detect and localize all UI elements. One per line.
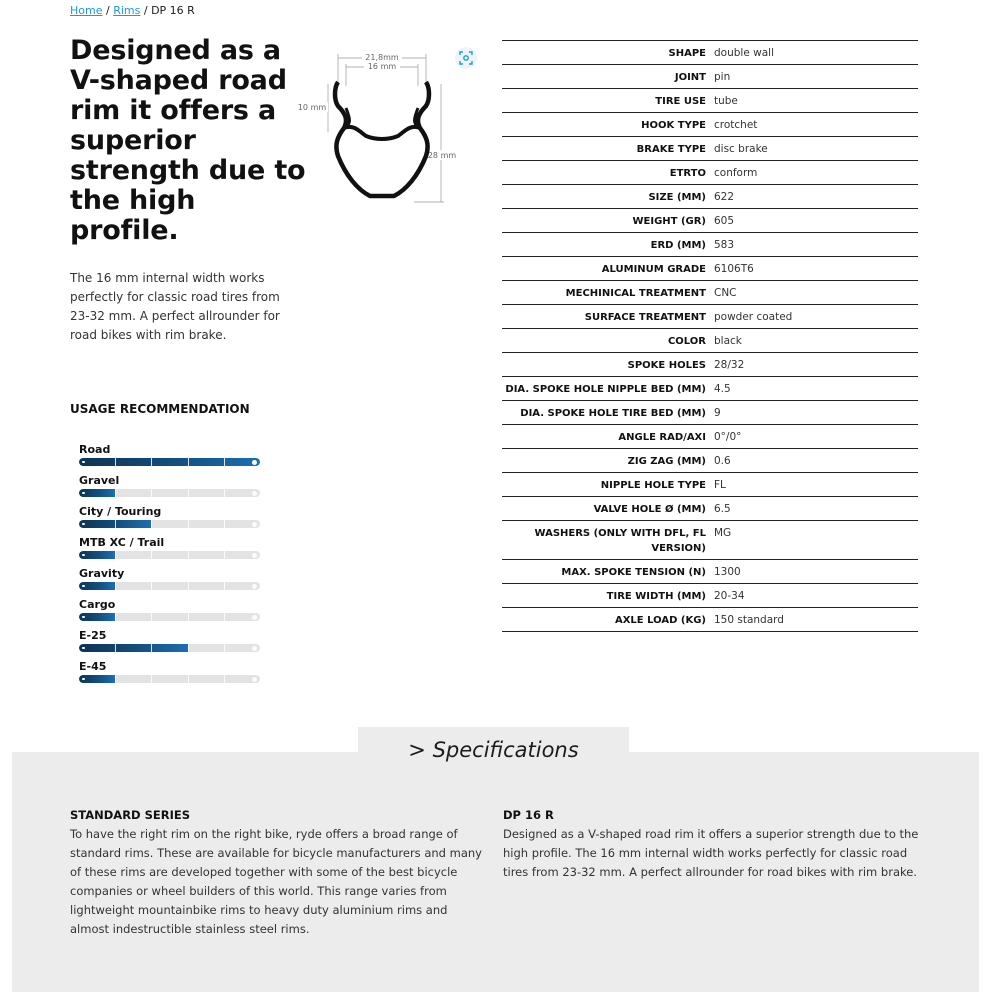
- usage-bar: [79, 675, 260, 683]
- usage-recommendation-heading: USAGE RECOMMENDATION: [70, 402, 250, 416]
- spec-row: [502, 353, 918, 377]
- hook-height-label: 10 mm: [297, 103, 327, 112]
- spec-row: [502, 113, 918, 137]
- specifications-panel: [12, 752, 979, 992]
- standard-series-section: [70, 808, 490, 939]
- spec-key: TIRE WIDTH (MM): [606, 591, 706, 602]
- spec-value: 583: [714, 239, 735, 251]
- spec-value: 6106T6: [714, 263, 754, 275]
- usage-label: E-45: [79, 660, 107, 673]
- spec-key: SIZE (MM): [648, 192, 706, 203]
- spec-key: DIA. SPOKE HOLE TIRE BED (MM): [520, 408, 706, 419]
- spec-key: AXLE LOAD (KG): [614, 615, 706, 626]
- spec-row: [502, 608, 918, 632]
- spec-key: NIPPLE HOLE TYPE: [600, 480, 706, 491]
- spec-value: 9: [714, 407, 721, 419]
- expand-icon[interactable]: [455, 47, 477, 69]
- usage-item: [79, 536, 261, 567]
- spec-value: MG: [714, 527, 732, 539]
- minus-icon: [82, 678, 85, 680]
- breadcrumb-separator: /: [143, 4, 148, 17]
- spec-row: [502, 560, 918, 584]
- standard-series-title: STANDARD SERIES: [70, 808, 191, 822]
- spec-row: [502, 137, 918, 161]
- minus-icon: [82, 554, 85, 556]
- rim-profile-diagram: [294, 44, 479, 209]
- standard-series-text: To have the right rim on the right bike, ryde offers a broad range of standard rims. These are available for bicycle manufacturers and many of these rims are developed together with some of the best bicycle companies or wheel builders of this world. This range varies from lightweight mountainbike rims to heavy duty aluminium rims and almost indestructible stainless steel rims.: [70, 827, 482, 936]
- expand-icon-glyph: [459, 51, 473, 65]
- spec-row: [502, 185, 918, 209]
- plus-icon: [252, 491, 257, 496]
- usage-label: City / Touring: [79, 505, 162, 518]
- spec-value: black: [714, 335, 742, 347]
- spec-value: powder coated: [714, 311, 793, 323]
- usage-bar: [79, 582, 260, 590]
- usage-item: [79, 660, 261, 691]
- usage-item: [79, 567, 261, 598]
- spec-value: 150 standard: [714, 614, 784, 626]
- usage-label: Cargo: [79, 598, 116, 611]
- spec-key: COLOR: [667, 336, 706, 347]
- plus-icon: [252, 646, 257, 651]
- usage-bar: [79, 613, 260, 621]
- usage-bar: [79, 551, 260, 559]
- breadcrumb: [70, 4, 195, 17]
- rim-height-label: 28 mm: [427, 151, 457, 160]
- outer-width-label: 21,8mm: [365, 53, 399, 62]
- product-title: DP 16 R: [503, 808, 554, 822]
- spec-key: VALVE HOLE Ø (MM): [593, 504, 706, 515]
- spec-row: [502, 425, 918, 449]
- spec-key: DIA. SPOKE HOLE NIPPLE BED (MM): [505, 384, 706, 395]
- spec-value: disc brake: [714, 143, 768, 155]
- usage-label: Gravity: [79, 567, 125, 580]
- usage-item: [79, 598, 261, 629]
- breadcrumb-rims-link[interactable]: Rims: [113, 4, 141, 17]
- spec-row: [502, 497, 918, 521]
- spec-row: [502, 65, 918, 89]
- usage-item: [79, 629, 261, 660]
- spec-value: 0°/0°: [714, 431, 742, 443]
- spec-key: WASHERS (ONLY WITH DFL, FL VERSION): [534, 528, 706, 554]
- plus-icon: [252, 615, 257, 620]
- spec-key: WEIGHT (GR): [632, 216, 706, 227]
- spec-row: [502, 233, 918, 257]
- spec-key: TIRE USE: [655, 96, 706, 107]
- spec-key: MECHINICAL TREATMENT: [565, 288, 706, 299]
- usage-bar: [79, 644, 260, 652]
- spec-row: [502, 41, 918, 65]
- spec-row: [502, 329, 918, 353]
- spec-row: [502, 161, 918, 185]
- spec-value: conform: [714, 167, 758, 179]
- usage-bar: [79, 458, 260, 466]
- usage-label: Gravel: [79, 474, 120, 487]
- usage-label: MTB XC / Trail: [79, 536, 165, 549]
- inner-width-label: 16 mm: [367, 62, 397, 71]
- tab-specifications[interactable]: [358, 727, 629, 762]
- spec-value: 28/32: [714, 359, 745, 371]
- usage-label: Road: [79, 443, 111, 456]
- product-text: Designed as a V-shaped road rim it offers a superior strength due to the high profile. The 16 mm internal width works perfectly for classic road tires from 23-32 mm. A perfect allrounder for road bikes with rim brake.: [503, 827, 919, 879]
- tab-specifications-label: > Specifications: [408, 738, 579, 762]
- spec-value: crotchet: [714, 119, 758, 131]
- minus-icon: [82, 523, 85, 525]
- spec-value: 1300: [714, 566, 741, 578]
- spec-row: [502, 584, 918, 608]
- minus-icon: [82, 585, 85, 587]
- usage-item: [79, 474, 261, 505]
- page-title: Designed as a V-shaped road rim it offers a superior strength due to the high profile.: [70, 35, 306, 246]
- spec-key: MAX. SPOKE TENSION (N): [561, 567, 706, 578]
- spec-key: SPOKE HOLES: [627, 360, 706, 371]
- spec-row: [502, 89, 918, 113]
- spec-row: [502, 473, 918, 497]
- spec-value: FL: [714, 479, 726, 491]
- spec-key: ANGLE RAD/AXI: [618, 432, 706, 443]
- spec-value: 0.6: [714, 455, 731, 467]
- spec-row: [502, 257, 918, 281]
- spec-row: [502, 521, 918, 560]
- usage-bar: [79, 520, 260, 528]
- spec-key: SURFACE TREATMENT: [584, 312, 706, 323]
- spec-value: 622: [714, 191, 735, 203]
- spec-row: [502, 281, 918, 305]
- spec-key: ERD (MM): [650, 240, 706, 251]
- plus-icon: [252, 522, 257, 527]
- spec-value: 20-34: [714, 590, 745, 602]
- minus-icon: [82, 492, 85, 494]
- breadcrumb-home-link[interactable]: Home: [70, 4, 103, 17]
- plus-icon: [252, 584, 257, 589]
- usage-bar-fill: [79, 458, 260, 466]
- usage-item: [79, 443, 261, 474]
- plus-icon: [252, 460, 257, 465]
- spec-key: ZIG ZAG (MM): [627, 456, 706, 467]
- spec-value: double wall: [714, 47, 774, 59]
- minus-icon: [82, 616, 85, 618]
- spec-row: [502, 401, 918, 425]
- plus-icon: [252, 553, 257, 558]
- spec-value: pin: [714, 71, 731, 83]
- usage-bar-fill: [79, 644, 188, 652]
- spec-key: JOINT: [674, 72, 706, 83]
- spec-row: [502, 209, 918, 233]
- hero-description: The 16 mm internal width works perfectly for classic road tires from 23-32 mm. A perfect allrounder for road bikes with rim brake.: [70, 271, 280, 342]
- spec-key: ETRTO: [669, 168, 706, 179]
- spec-key: SHAPE: [668, 48, 706, 59]
- usage-label: E-25: [79, 629, 107, 642]
- product-description-section: [503, 808, 923, 882]
- usage-item: [79, 505, 261, 536]
- spec-row: [502, 377, 918, 401]
- minus-icon: [82, 647, 85, 649]
- usage-bar: [79, 489, 260, 497]
- plus-icon: [252, 677, 257, 682]
- minus-icon: [82, 461, 85, 463]
- spec-row: [502, 449, 918, 473]
- spec-value: CNC: [714, 287, 737, 299]
- usage-recommendation-list: [79, 443, 261, 691]
- spec-key: HOOK TYPE: [641, 120, 706, 131]
- spec-value: tube: [714, 95, 738, 107]
- spec-key: ALUMINUM GRADE: [601, 264, 706, 275]
- breadcrumb-separator: /: [105, 4, 110, 17]
- spec-row: [502, 305, 918, 329]
- spec-table: [502, 40, 918, 632]
- spec-value: 6.5: [714, 503, 731, 515]
- rim-profile-drawing: [294, 44, 479, 209]
- spec-value: 605: [714, 215, 735, 227]
- spec-key: BRAKE TYPE: [636, 144, 706, 155]
- breadcrumb-current: DP 16 R: [151, 4, 195, 17]
- spec-value: 4.5: [714, 383, 731, 395]
